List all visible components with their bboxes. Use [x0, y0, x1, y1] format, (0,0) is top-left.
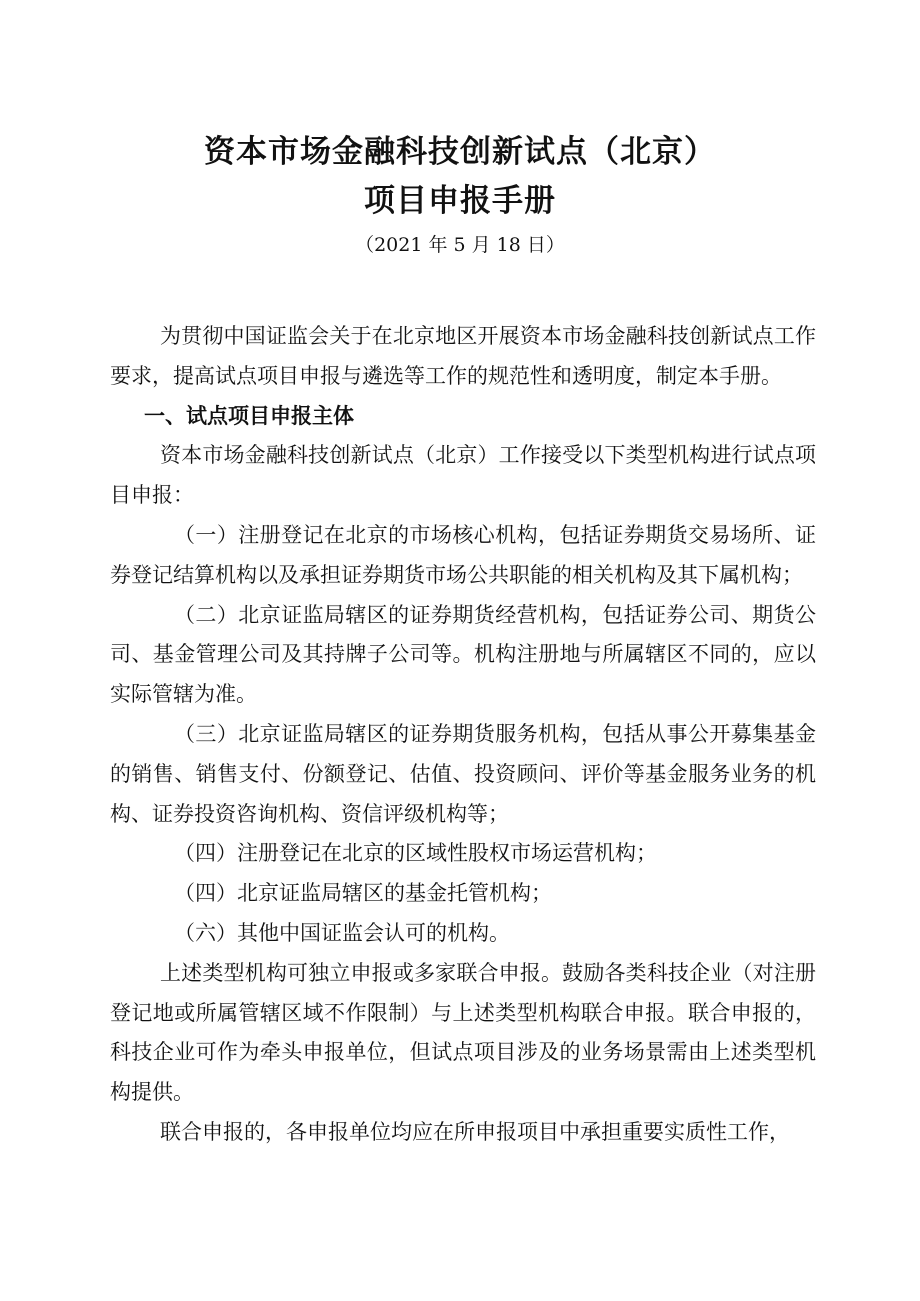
list-item-1: （一）注册登记在北京的市场核心机构，包括证券期货交易场所、证券登记结算机构以及承担证券期货市场公共职能的相关机构及其下属机构； [110, 522, 816, 587]
document-body [110, 317, 816, 1153]
document-title-line-1: 资本市场金融科技创新试点（北京） [204, 134, 716, 170]
list-item-4: （四）注册登记在北京的区域性股权市场运营机构； [174, 841, 657, 866]
list-item-3: （三）北京证监局辖区的证券期货服务机构，包括从事公开募集基金的销售、销售支付、份额登记、估值、投资顾问、评价等基金服务业务的机构、证券投资咨询机构、资信评级机构等； [110, 721, 816, 826]
joint-application-paragraph: 上述类型机构可独立申报或多家联合申报。鼓励各类科技企业（对注册登记地或所属管辖区域不作限制）与上述类型机构联合申报。联合申报的，科技企业可作为牵头申报单位，但试点项目涉及的业务场景需由上述类型机构提供。 [110, 960, 816, 1105]
document-date: （2021 年 5 月 18 日） [355, 234, 565, 256]
section-heading-1: 一、试点项目申报主体 [144, 403, 354, 428]
last-paragraph: 联合申报的，各申报单位均应在所申报项目中承担重要实质性工作， [160, 1119, 790, 1144]
section-lead-paragraph: 资本市场金融科技创新试点（北京）工作接受以下类型机构进行试点项目申报： [110, 443, 816, 508]
intro-paragraph: 为贯彻中国证监会关于在北京地区开展资本市场金融科技创新试点工作要求，提高试点项目申报与遴选等工作的规范性和透明度，制定本手册。 [110, 324, 816, 388]
document-title-line-2: 项目申报手册 [364, 183, 556, 219]
list-item-2: （二）北京证监局辖区的证券期货经营机构，包括证券公司、期货公司、基金管理公司及其持牌子公司等。机构注册地与所属辖区不同的，应以实际管辖为准。 [110, 602, 816, 707]
list-item-5: （四）北京证监局辖区的基金托管机构； [174, 881, 552, 906]
list-item-6: （六）其他中国证监会认可的机构。 [174, 920, 510, 945]
